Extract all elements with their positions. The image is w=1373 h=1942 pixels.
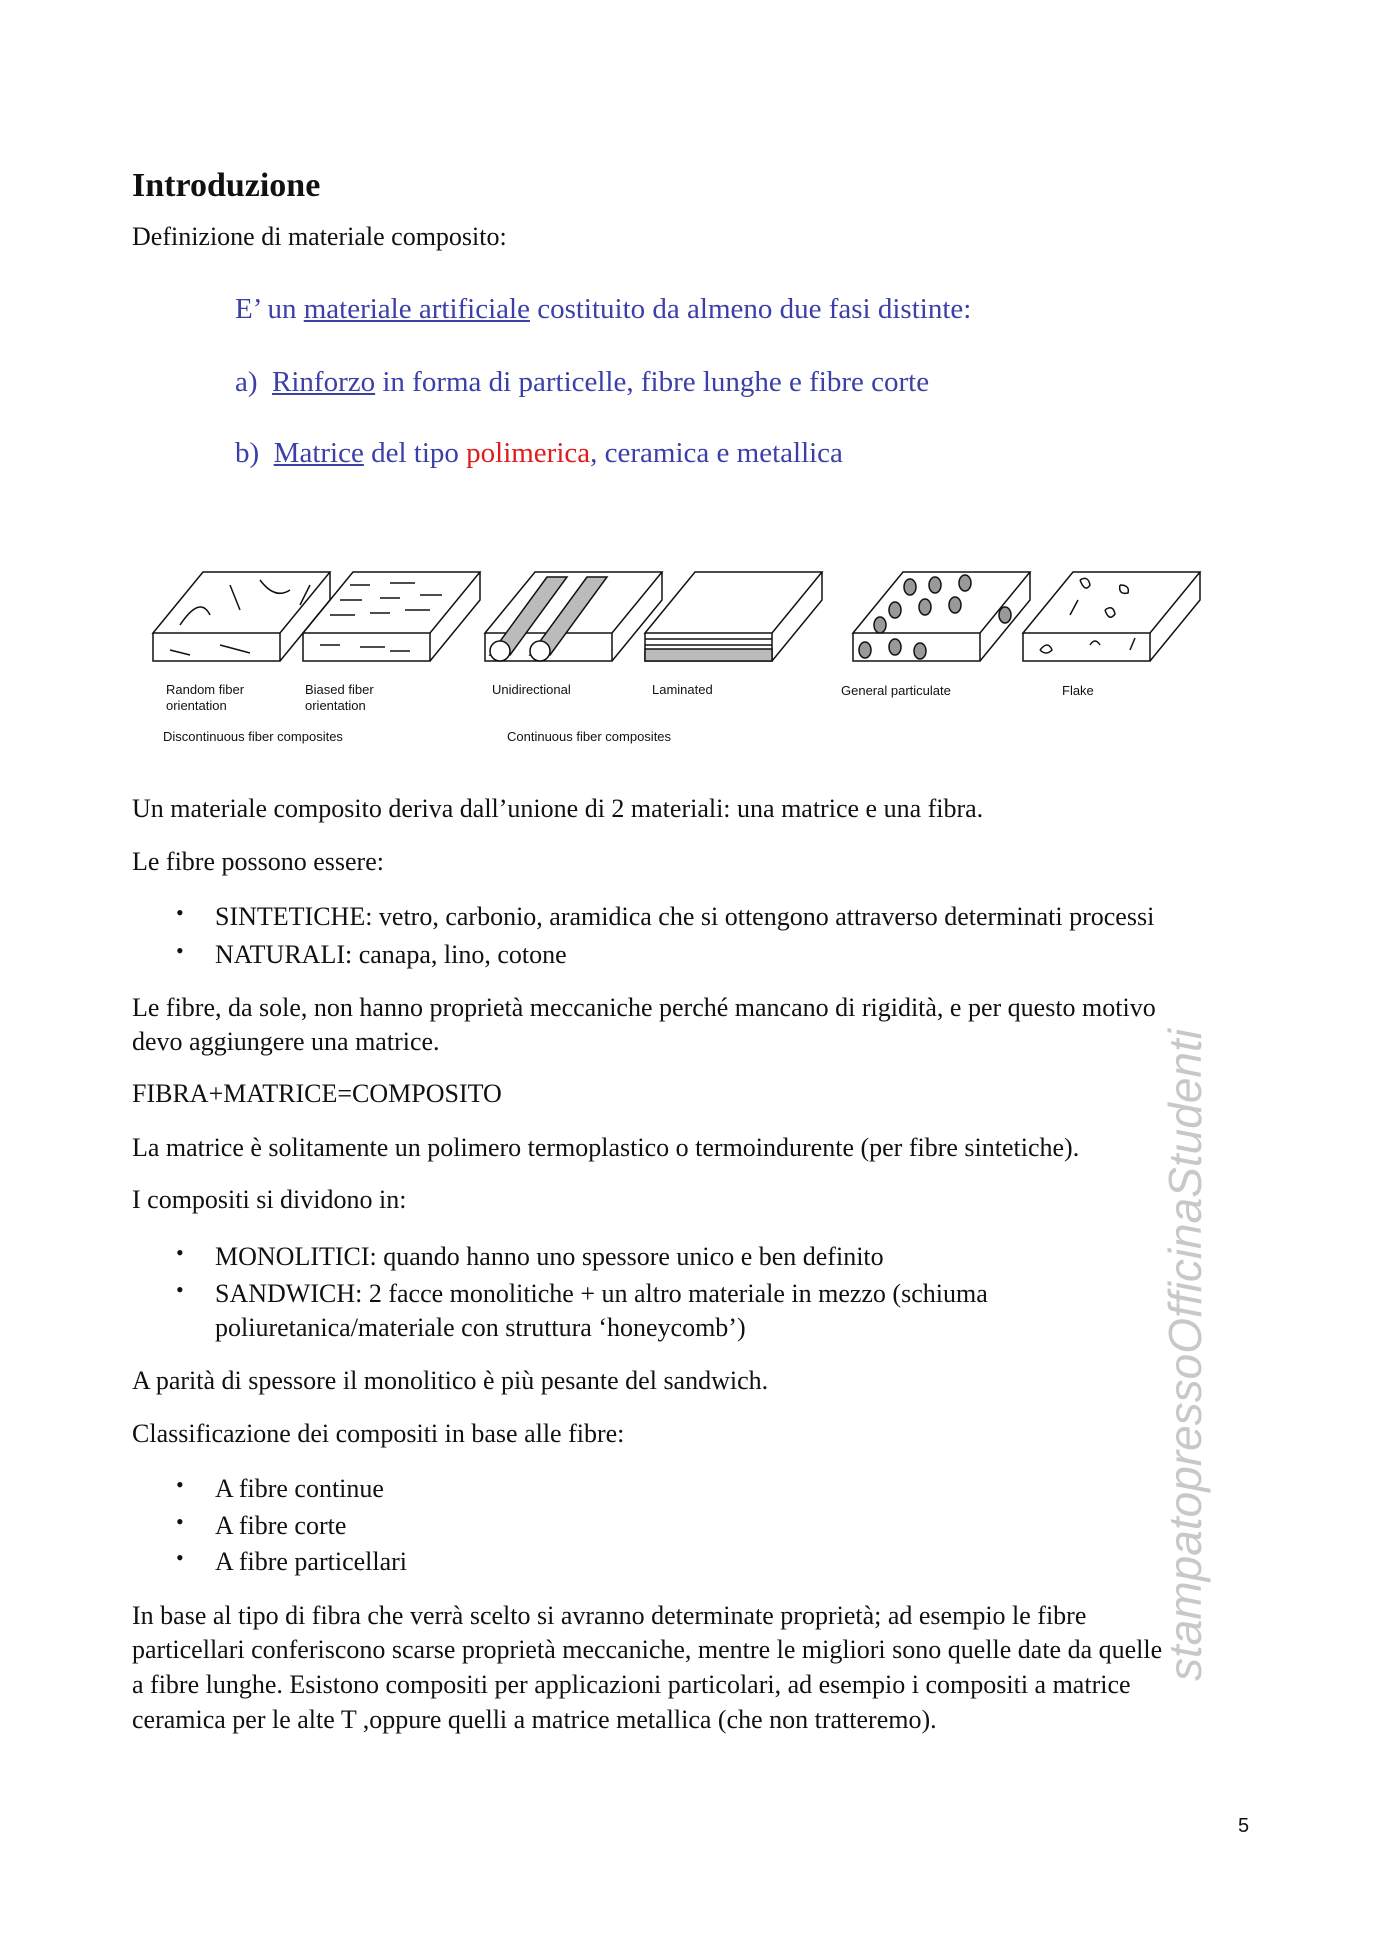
paragraph: FIBRA+MATRICE=COMPOSITO (132, 1079, 502, 1108)
paragraph-line: In base al tipo di fibra che verrà scelto si avranno determinate proprietà; ad esempio le fibre (132, 1601, 1087, 1630)
paragraph: Un materiale composito deriva dall’unione di 2 materiali: una matrice e una fibra. (132, 794, 984, 823)
bullet-icon: • (176, 900, 184, 925)
label-general-particulate: General particulate (841, 683, 951, 698)
group-discontinuous: Discontinuous fiber composites (163, 729, 343, 744)
group-continuous: Continuous fiber composites (507, 729, 672, 744)
list-item: SANDWICH: 2 facce monolitiche + un altro materiale in mezzo (schiuma (215, 1279, 988, 1308)
bullet-icon: • (176, 1545, 184, 1570)
item-a (235, 365, 929, 399)
paragraph: Le fibre possono essere: (132, 847, 384, 876)
link-rinforzo[interactable]: Rinforzo (272, 366, 376, 398)
list-item: A fibre corte (215, 1511, 347, 1540)
item-b (235, 436, 843, 470)
marker: a) (235, 366, 258, 398)
list-item: MONOLITICI: quando hanno uno spessore unico e ben definito (215, 1242, 884, 1271)
bullet-icon: • (176, 1240, 184, 1265)
label-biased-fiber: Biased fiber orientation (305, 682, 374, 713)
text: costituito da almeno due fasi distinte: (529, 293, 972, 325)
paragraph: Classificazione dei compositi in base alle fibre: (132, 1419, 625, 1448)
list-item: NATURALI: canapa, lino, cotone (215, 940, 567, 969)
marker: b) (235, 437, 260, 469)
label-random-fiber: Random fiber orientation (166, 682, 245, 713)
unidirectional-box (485, 572, 662, 661)
composite-types-figure (140, 555, 1230, 675)
list-item-continuation: poliuretanica/materiale con struttura ‘honeycomb’) (215, 1313, 746, 1342)
bullet-icon: • (176, 1509, 184, 1534)
particulate-box (853, 572, 1030, 661)
highlight-red: polimerica (466, 437, 591, 469)
paragraph: Le fibre, da sole, non hanno proprietà meccaniche perché mancano di rigidità, e per questo motivo (132, 993, 1156, 1022)
section-heading: Introduzione (132, 167, 321, 204)
definition-intro: Definizione di materiale composito: (132, 222, 507, 251)
paragraph: A parità di spessore il monolitico è più pesante del sandwich. (132, 1366, 769, 1395)
bullet-icon: • (176, 938, 184, 963)
paragraph-line: particellari conferiscono scarse proprietà meccaniche, mentre le migliori sono quelle date da quelle (132, 1635, 1163, 1664)
bullet-icon: • (176, 1472, 184, 1497)
list-item: A fibre continue (215, 1474, 384, 1503)
paragraph: I compositi si dividono in: (132, 1185, 407, 1214)
paragraph-line: a fibre lunghe. Esistono compositi per applicazioni particolari, ad esempio i compositi a matrice (132, 1670, 1131, 1699)
paragraph: La matrice è solitamente un polimero termoplastico o termoindurente (per fibre sintetiche). (132, 1133, 1080, 1162)
flake-box (1023, 572, 1200, 661)
text: E’ un (235, 293, 304, 325)
paragraph-line: ceramica per le alte T ,oppure quelli a matrice metallica (che non tratteremo). (132, 1705, 937, 1734)
text: in forma di particelle, fibre lunghe e fibre corte (375, 366, 930, 398)
label-flake: Flake (1062, 683, 1094, 698)
link-materiale-artificiale[interactable]: materiale artificiale (303, 293, 530, 325)
bullet-icon: • (176, 1277, 184, 1302)
paragraph: devo aggiungere una matrice. (132, 1027, 440, 1056)
list-item: A fibre particellari (215, 1547, 408, 1576)
text: del tipo (363, 437, 467, 469)
text: , ceramica e metallica (590, 437, 843, 469)
watermark: stampatopressoOfficinaStudenti (1159, 1028, 1211, 1682)
label-unidirectional: Unidirectional (492, 682, 571, 697)
laminated-box (645, 572, 822, 661)
definition-line (235, 292, 971, 326)
link-matrice[interactable]: Matrice (273, 437, 364, 469)
page-number: 5 (1238, 1815, 1250, 1837)
list-item: SINTETICHE: vetro, carbonio, aramidica che si ottengono attraverso determinati processi (215, 902, 1155, 931)
label-laminated: Laminated (652, 682, 713, 697)
